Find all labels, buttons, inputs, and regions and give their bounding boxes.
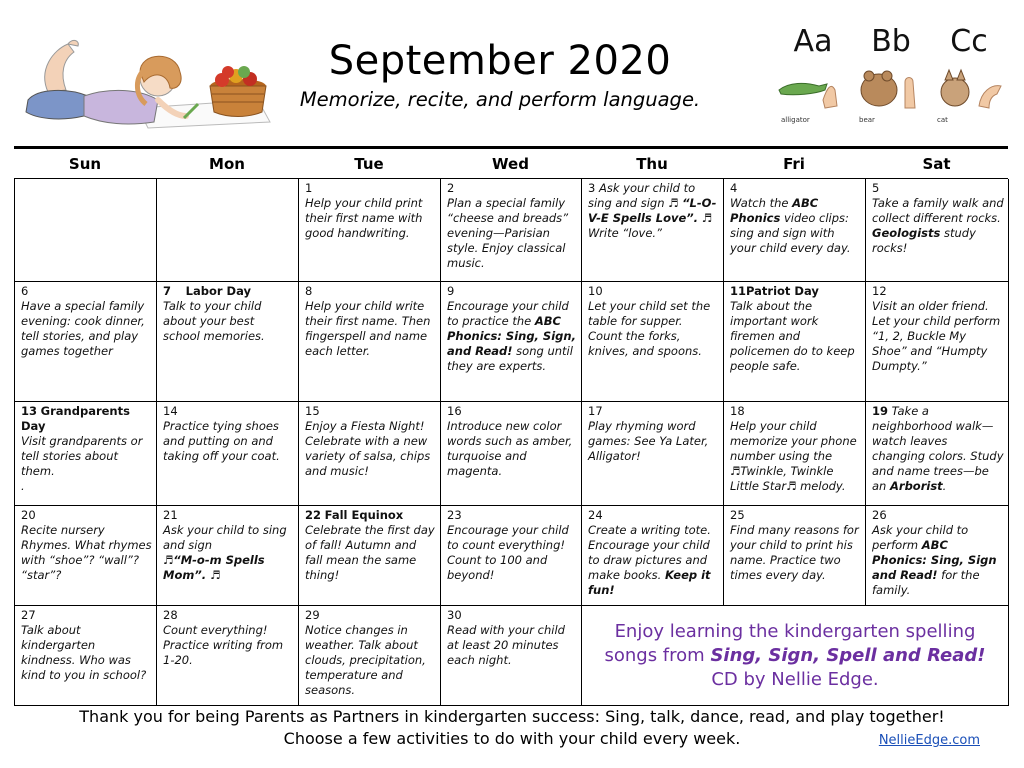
weekday-mon: Mon — [209, 154, 245, 173]
promo-line-2: songs from — [604, 645, 705, 666]
footer — [0, 706, 1024, 750]
calendar-day-12 — [866, 282, 1009, 402]
day-activity: Help your child print their first name with good handwriting. — [305, 196, 423, 240]
day-number: 10 — [588, 284, 603, 298]
song-title: ♬“M-o-m Spells Mom”. ♬ — [163, 553, 265, 582]
day-number: 12 — [872, 284, 887, 298]
page-title: September 2020 — [328, 38, 672, 84]
day-number: 8 — [305, 284, 313, 298]
day-number: 29 — [305, 608, 320, 622]
day-activity: Encourage your child to practice the — [447, 299, 569, 328]
day-number: 22 — [305, 508, 322, 522]
day-activity-extra: Write “love.” — [588, 226, 663, 240]
abc-card-b — [853, 22, 929, 126]
calendar-day-13 — [15, 402, 157, 506]
weekday-fri: Fri — [783, 154, 805, 173]
calendar-day-5 — [866, 179, 1009, 282]
weekday-sun: Sun — [68, 154, 102, 173]
calendar-day-29 — [299, 606, 441, 706]
day-activity: Visit an older friend. Let your child perform “1, 2, Buckle My Shoe” and “Humpty Dumpty.” — [872, 299, 1001, 373]
day-activity: Take a family walk and collect different rocks. — [872, 196, 1004, 225]
day-activity: Help your child memorize your phone number using the ♬Twinkle, Twinkle Little Star♬ melody. — [730, 419, 857, 493]
day-number: 27 — [21, 608, 36, 622]
day-activity: Visit grandparents or tell stories about them. — [21, 434, 143, 478]
promo-line-1: Enjoy learning the kindergarten spelling — [614, 621, 976, 642]
abc-caption: bear — [859, 116, 875, 124]
song-title: ABC Phonics: Sing, Sign and Read! — [872, 538, 997, 582]
calendar-day-25 — [724, 506, 866, 606]
page-subtitle: Memorize, recite, and perform language. — [299, 88, 701, 111]
day-number: 11 — [730, 284, 747, 298]
day-number: 14 — [163, 404, 178, 418]
day-activity: Enjoy a Fiesta Night! — [305, 419, 425, 433]
alligator-icon — [775, 60, 851, 116]
day-activity: Watch the — [730, 196, 789, 210]
calendar-day-21 — [157, 506, 299, 606]
cat-icon — [931, 60, 1007, 116]
day-number: 1 — [305, 181, 313, 195]
day-number: 4 — [730, 181, 738, 195]
calendar-day-1 — [299, 179, 441, 282]
day-number: 9 — [447, 284, 455, 298]
calendar-day-9 — [441, 282, 582, 402]
calendar-day-22 — [299, 506, 441, 606]
day-number: 16 — [447, 404, 462, 418]
day-activity: Read with your child at least 20 minutes each night. — [447, 623, 565, 667]
calendar-day-15 — [299, 402, 441, 506]
day-number: 15 — [305, 404, 320, 418]
footer-line-2: Choose a few activities to do with your child every week. — [283, 729, 741, 748]
keyword: Geologists — [872, 226, 941, 240]
program-name: ABC Phonics — [730, 196, 819, 225]
calendar-header — [0, 0, 1024, 145]
holiday-title: Fall Equinox — [324, 508, 404, 522]
day-activity: Count everything! Practice writing from 1-20. — [163, 623, 284, 667]
day-activity: Recite nursery Rhymes. What rhymes with “shoe”? “wall”? “star”? — [21, 523, 152, 582]
weekday-wed: Wed — [492, 154, 529, 173]
calendar-day-6 — [15, 282, 157, 402]
day-number: 25 — [730, 508, 745, 522]
bear-icon — [853, 60, 929, 116]
day-activity: Plan a special family “cheese and breads” evening—Parisian style. Enjoy classical music. — [447, 196, 569, 270]
day-number: 20 — [21, 508, 36, 522]
calendar-day-11 — [724, 282, 866, 402]
day-activity: Ask your child to perform — [872, 523, 969, 552]
cd-promo-box — [582, 606, 1009, 706]
day-activity: Create a writing tote. Encourage your child to draw pictures and make books. — [588, 523, 711, 582]
day-activity: Introduce new color words such as amber, turquoise and magenta. — [447, 419, 573, 478]
day-activity: Help your child write their first name. Then fingerspell and name each letter. — [305, 299, 431, 358]
day-number: 6 — [21, 284, 29, 298]
calendar-day-14 — [157, 402, 299, 506]
day-activity: Talk about the important work firemen and policemen do to keep people safe. — [730, 299, 855, 373]
day-activity-rest: Celebrate with a new variety of salsa, chips and music! — [305, 434, 431, 478]
day-number: 19 — [872, 404, 889, 418]
day-number: 7 — [163, 284, 172, 298]
day-activity-rest: . — [942, 479, 947, 493]
calendar-day-10 — [582, 282, 724, 402]
abc-letter: Bb — [871, 24, 911, 59]
abc-phonics-panel — [775, 22, 1007, 126]
day-activity: Ask your child to sing and sign ♬ — [588, 181, 696, 210]
calendar-day-26 — [866, 506, 1009, 606]
day-activity-rest: video clips: sing and sign with your child every day. — [730, 211, 851, 255]
day-activity: Talk about kindergarten kindness. Who was kind to you in school? — [21, 623, 147, 682]
calendar-day-24 — [582, 506, 724, 606]
abc-card-a — [775, 22, 851, 126]
calendar-day-28 — [157, 606, 299, 706]
song-title: “L-O-V-E Spells Love”. — [588, 196, 717, 225]
calendar-day-19 — [866, 402, 1009, 506]
day-activity-rest: for the family. — [872, 568, 980, 597]
calendar-day-20 — [15, 506, 157, 606]
holiday-title: Patriot Day — [746, 284, 819, 298]
day-activity: Play rhyming word games: See Ya Later, Alligator! — [588, 419, 709, 463]
promo-text — [604, 620, 985, 692]
day-activity-rest: study rocks! — [872, 226, 976, 255]
holiday-title: Grandparents Day — [21, 404, 130, 433]
keyword: Keep it fun! — [588, 568, 711, 597]
day-activity: Have a special family evening: cook dinner, tell stories, and play games together — [21, 299, 145, 358]
abc-caption: cat — [937, 116, 948, 124]
day-activity: Encourage your child to count everything! Count to 100 and beyond! — [447, 523, 569, 582]
calendar-cell-empty — [157, 179, 299, 282]
song-title: ABC Phonics: Sing, Sign, and Read! — [447, 314, 576, 358]
day-activity-rest: song until they are experts. — [447, 344, 573, 373]
abc-caption: alligator — [781, 116, 810, 124]
abc-letter: Cc — [950, 24, 988, 59]
day-number: 24 — [588, 508, 603, 522]
day-number: 18 — [730, 404, 745, 418]
holiday-title: Labor Day — [185, 284, 251, 298]
weekday-sat: Sat — [922, 154, 951, 173]
day-activity: Talk to your child about your best school memories. — [163, 299, 265, 343]
weekday-thu: Thu — [636, 154, 668, 173]
abc-letter: Aa — [793, 24, 833, 59]
calendar-day-18 — [724, 402, 866, 506]
day-number: 26 — [872, 508, 887, 522]
weekday-header-row — [14, 149, 1008, 179]
abc-card-c — [931, 22, 1007, 126]
day-number: 17 — [588, 404, 603, 418]
day-activity: Ask your child to sing and sign — [163, 523, 287, 552]
calendar-day-3 — [582, 179, 724, 282]
day-activity: Find many reasons for your child to print his name. Practice two times every day. — [730, 523, 859, 582]
day-number: 23 — [447, 508, 462, 522]
calendar-day-7 — [157, 282, 299, 402]
calendar-cell-empty — [15, 179, 157, 282]
day-number: 28 — [163, 608, 178, 622]
day-number: 30 — [447, 608, 462, 622]
nellie-edge-link[interactable]: NellieEdge.com — [878, 733, 980, 748]
calendar-day-17 — [582, 402, 724, 506]
calendar-day-8 — [299, 282, 441, 402]
day-number: 2 — [447, 181, 455, 195]
day-number: 13 — [21, 404, 38, 418]
promo-line-3: CD by Nellie Edge. — [711, 669, 879, 690]
calendar-day-27 — [15, 606, 157, 706]
reading-girl-illustration — [8, 30, 280, 130]
calendar-day-30 — [441, 606, 582, 706]
day-number: 5 — [872, 181, 880, 195]
calendar-grid — [14, 179, 1008, 706]
calendar-day-2 — [441, 179, 582, 282]
day-activity: Celebrate the first day of fall! Autumn and fall mean the same thing! — [305, 523, 435, 582]
day-activity: Let your child set the table for supper. Count the forks, knives, and spoons. — [588, 299, 711, 358]
day-activity: Take a neighborhood walk—watch leaves changing colors. Study and name trees—be an — [872, 404, 1004, 493]
day-number: 21 — [163, 508, 178, 522]
stray-mark: . — [21, 479, 25, 493]
calendar-day-23 — [441, 506, 582, 606]
weekday-tue: Tue — [354, 154, 384, 173]
day-activity: Practice tying shoes and putting on and taking off your coat. — [163, 419, 280, 463]
calendar-day-16 — [441, 402, 582, 506]
music-note-icon: ♬ — [701, 211, 713, 225]
cd-title: Sing, Sign, Spell and Read! — [710, 645, 986, 666]
footer-line-1: Thank you for being Parents as Partners in kindergarten success: Sing, talk, dance, read, and play together! — [79, 707, 945, 726]
calendar-day-4 — [724, 179, 866, 282]
keyword: Arborist — [890, 479, 943, 493]
title-block — [270, 38, 730, 111]
day-number: 3 — [588, 181, 596, 195]
day-activity: Notice changes in weather. Talk about clouds, precipitation, temperature and seasons. — [305, 623, 426, 697]
